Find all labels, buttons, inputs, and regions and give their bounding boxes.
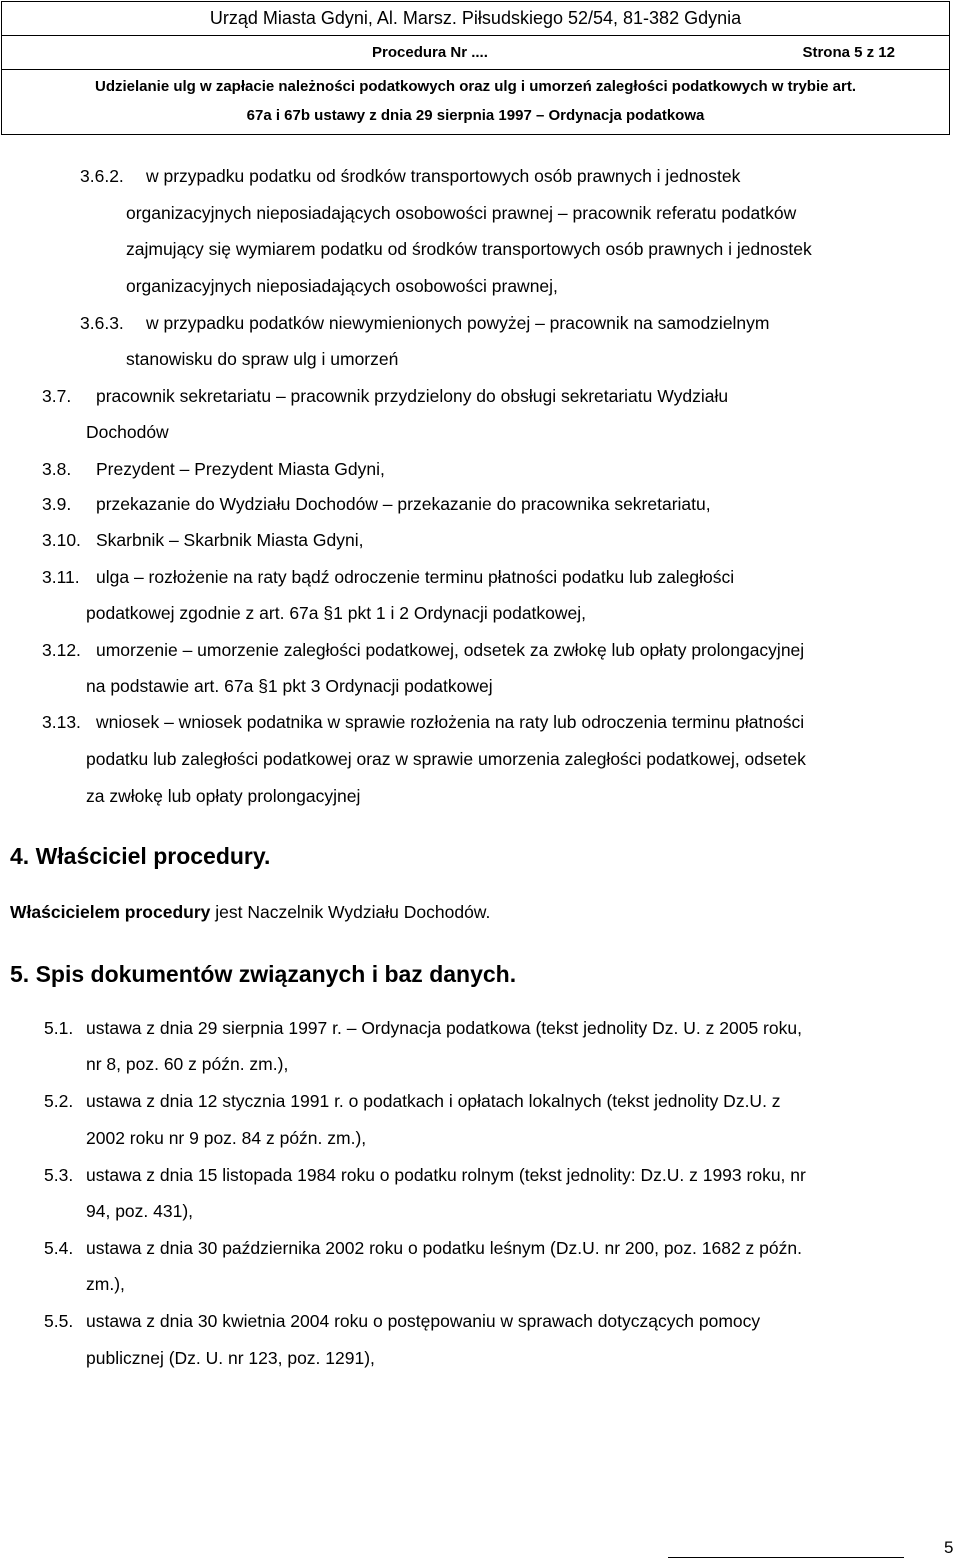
item-3-13-line2: podatku lub zaległości podatkowej oraz w sprawie umorzenia zaległości podatkowej, odsetek bbox=[86, 749, 806, 769]
header-page-indicator: Strona 5 z 12 bbox=[802, 44, 895, 61]
item-3-11-line2: podatkowej zgodnie z art. 67a §1 pkt 1 i 2 Ordynacji podatkowej, bbox=[86, 603, 587, 623]
section-4-bold-phrase: Właścicielem procedury bbox=[10, 902, 211, 922]
item-3-7-number: 3.7. bbox=[42, 386, 72, 406]
page-number: 5 bbox=[944, 1538, 954, 1557]
item-3-6-2-number: 3.6.2. bbox=[80, 166, 124, 186]
item-5-1-line2: nr 8, poz. 60 z późn. zm.), bbox=[86, 1054, 289, 1074]
section-4-paragraph bbox=[10, 902, 490, 922]
item-3-12-line2: na podstawie art. 67a §1 pkt 3 Ordynacji podatkowej bbox=[86, 676, 493, 696]
item-5-1-line1: ustawa z dnia 29 sierpnia 1997 r. – Ordynacja podatkowa (tekst jednolity Dz. U. z 2005 roku, bbox=[86, 1018, 802, 1038]
item-3-8-line1: Prezydent – Prezydent Miasta Gdyni, bbox=[96, 459, 385, 479]
item-5-4-number: 5.4. bbox=[44, 1238, 74, 1258]
item-3-9-number: 3.9. bbox=[42, 494, 72, 514]
item-3-6-3-number: 3.6.3. bbox=[80, 313, 124, 333]
item-3-6-3-line2: stanowisku do spraw ulg i umorzeń bbox=[126, 349, 399, 369]
item-5-2-line2: 2002 roku nr 9 poz. 84 z późn. zm.), bbox=[86, 1128, 367, 1148]
item-5-2-number: 5.2. bbox=[44, 1091, 74, 1111]
item-3-10-number: 3.10. bbox=[42, 530, 81, 550]
item-3-13-number: 3.13. bbox=[42, 712, 81, 732]
item-3-9-line1: przekazanie do Wydziału Dochodów – przekazanie do pracownika sekretariatu, bbox=[96, 494, 711, 514]
item-3-11-number: 3.11. bbox=[42, 567, 80, 587]
header-title bbox=[2, 72, 949, 136]
item-5-4-line1: ustawa z dnia 30 października 2002 roku o podatku leśnym (Dz.U. nr 200, poz. 1682 z późn. bbox=[86, 1238, 802, 1258]
item-5-3-number: 5.3. bbox=[44, 1165, 74, 1185]
item-3-8-number: 3.8. bbox=[42, 459, 72, 479]
item-5-2-line1: ustawa z dnia 12 stycznia 1991 r. o podatkach i opłatach lokalnych (tekst jednolity Dz.U. z bbox=[86, 1091, 781, 1111]
header-title-line1: Udzielanie ulg w zapłacie należności podatkowych oraz ulg i umorzeń zaległości podatkowych w trybie art. bbox=[94, 78, 856, 95]
item-3-6-3-line1: w przypadku podatków niewymienionych powyżej – pracownik na samodzielnym bbox=[146, 313, 770, 333]
item-3-13-line3: za zwłokę lub opłaty prolongacyjnej bbox=[86, 786, 361, 806]
item-3-11-line1: ulga – rozłożenie na raty bądź odroczenie terminu płatności podatku lub zaległości bbox=[96, 567, 735, 587]
header-procedure-number: Procedura Nr .... bbox=[372, 44, 488, 61]
header-title-line2: 67a i 67b ustawy z dnia 29 sierpnia 1997 – Ordynacja podatkowa bbox=[246, 107, 705, 124]
section-5-heading: 5. Spis dokumentów związanych i baz danych. bbox=[10, 961, 517, 987]
section-4-heading: 4. Właściciel procedury. bbox=[10, 843, 271, 869]
item-3-7-line2: Dochodów bbox=[86, 422, 169, 442]
item-3-12-line1: umorzenie – umorzenie zaległości podatkowej, odsetek za zwłokę lub opłaty prolongacyjnej bbox=[96, 640, 805, 660]
item-5-1-number: 5.1. bbox=[44, 1018, 74, 1038]
item-5-5-line1: ustawa z dnia 30 kwietnia 2004 roku o postępowaniu w sprawach dotyczących pomocy bbox=[86, 1311, 761, 1331]
item-3-7-line1: pracownik sekretariatu – pracownik przydzielony do obsługi sekretariatu Wydziału bbox=[96, 386, 729, 406]
header-office: Urząd Miasta Gdyni, Al. Marsz. Piłsudskiego 52/54, 81-382 Gdynia bbox=[2, 2, 949, 36]
header-procedure-row bbox=[2, 36, 949, 70]
item-3-12-number: 3.12. bbox=[42, 640, 81, 660]
item-5-3-line2: 94, poz. 431), bbox=[86, 1201, 194, 1221]
footer-rule bbox=[668, 1557, 904, 1558]
item-3-13-line1: wniosek – wniosek podatnika w sprawie rozłożenia na raty lub odroczenia terminu płatności bbox=[96, 712, 805, 732]
item-3-6-2-line1: w przypadku podatku od środków transportowych osób prawnych i jednostek bbox=[146, 166, 741, 186]
item-3-6-2-line2: organizacyjnych nieposiadających osobowości prawnej – pracownik referatu podatków bbox=[126, 203, 797, 223]
item-3-6-2-line4: organizacyjnych nieposiadających osobowości prawnej, bbox=[126, 276, 558, 296]
item-5-5-number: 5.5. bbox=[44, 1311, 74, 1331]
item-3-6-2-line3: zajmujący się wymiarem podatku od środków transportowych osób prawnych i jednostek bbox=[126, 239, 812, 259]
item-5-5-line2: publicznej (Dz. U. nr 123, poz. 1291), bbox=[86, 1348, 375, 1368]
item-5-3-line1: ustawa z dnia 15 listopada 1984 roku o podatku rolnym (tekst jednolity: Dz.U. z 1993 roku, nr bbox=[86, 1165, 806, 1185]
item-5-4-line2: zm.), bbox=[86, 1274, 125, 1294]
item-3-10-line1: Skarbnik – Skarbnik Miasta Gdyni, bbox=[96, 530, 364, 550]
document-header bbox=[1, 1, 950, 135]
section-4-rest: jest Naczelnik Wydziału Dochodów. bbox=[210, 902, 491, 922]
